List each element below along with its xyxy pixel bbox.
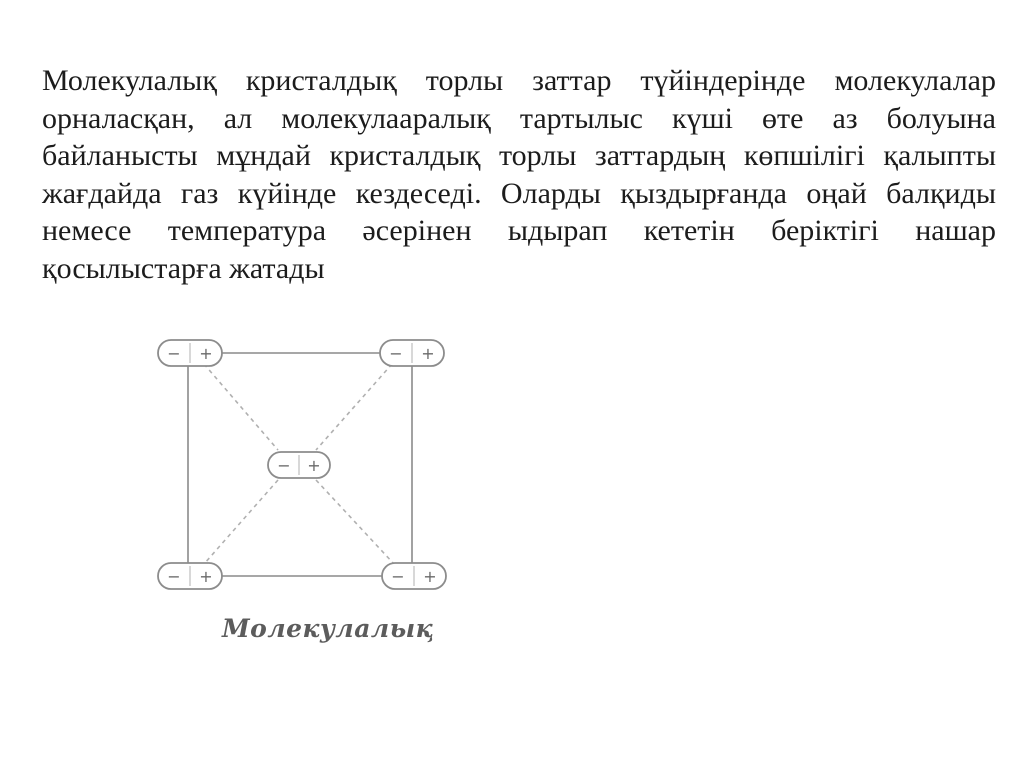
diagram-caption: Молекулалық	[222, 614, 434, 643]
negative-sign: −	[277, 456, 291, 475]
dipole-top-right	[380, 340, 444, 366]
positive-sign: +	[307, 456, 321, 475]
negative-sign: −	[389, 344, 403, 363]
negative-sign: −	[167, 567, 181, 586]
positive-sign: +	[199, 567, 213, 586]
dipole-center	[268, 452, 330, 478]
dashed-bond	[316, 364, 392, 450]
positive-sign: +	[199, 344, 213, 363]
dashed-bond	[316, 480, 394, 564]
dashed-bond	[204, 364, 278, 450]
positive-sign: +	[421, 344, 435, 363]
lattice-svg	[140, 330, 460, 630]
body-paragraph: Молекулалық кристалдық торлы заттар түйіндерінде молекулалар орналасқан, ал молекулааралық тартылыс күші өте аз болуына байланысты мұндай кристалдық торлы заттардың көпшілігі қалыпты жағдайда газ күйінде кездеседі. Оларды қыздырғанда оңай балқиды немесе температура әсерінен ыдырап кететін беріктігі нашар қосылыстарға жатады	[42, 64, 996, 285]
negative-sign: −	[391, 567, 405, 586]
dipole-bottom-right	[382, 563, 446, 589]
negative-sign: −	[167, 344, 181, 363]
dipole-top-left	[158, 340, 222, 366]
dipole-bottom-left	[158, 563, 222, 589]
dashed-bond	[204, 480, 278, 564]
molecular-lattice-diagram	[140, 330, 460, 660]
positive-sign: +	[423, 567, 437, 586]
